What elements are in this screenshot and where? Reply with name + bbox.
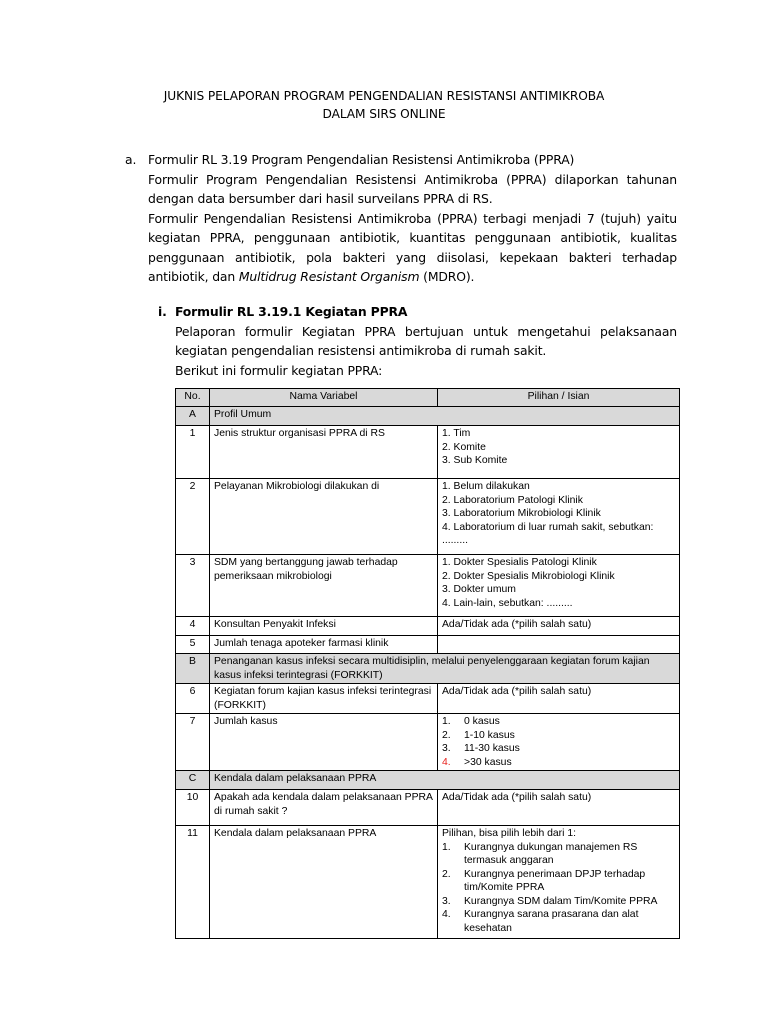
row-6-variable: Kegiatan forum kajian kasus infeksi terintegrasi (FORKKIT) — [210, 684, 438, 714]
table-row — [176, 684, 680, 714]
row-5-variable: Jumlah tenaga apoteker farmasi klinik — [210, 636, 438, 654]
option-text: 1-10 kasus — [464, 729, 515, 741]
option-text: Kurangnya dukungan manajemen RS termasuk anggaran — [464, 841, 638, 866]
option-number: 4. — [442, 909, 451, 920]
section-a-paragraph-2-end: (MDRO). — [419, 269, 475, 284]
row-7-no: 7 — [176, 714, 210, 771]
option-number: 2. — [442, 729, 451, 741]
table-row — [176, 790, 680, 826]
table-row — [176, 826, 680, 939]
table-row — [176, 426, 680, 479]
option-item: 2. Komite — [442, 441, 486, 453]
section-row-c — [176, 771, 680, 790]
option-item — [442, 895, 675, 909]
row-5-no: 5 — [176, 636, 210, 654]
row-10-no: 10 — [176, 790, 210, 826]
table-row — [176, 714, 680, 771]
option-item: 1. Belum dilakukan — [442, 481, 530, 492]
row-5-options — [438, 636, 680, 654]
option-text: Kurangnya SDM dalam Tim/Komite PPRA — [464, 895, 658, 907]
section-i-paragraph-1: Pelaporan formulir Kegiatan PPRA bertujuan untuk mengetahui pelaksanaan kegiatan pengendalian resistensi antimikroba di rumah sakit. — [175, 323, 677, 358]
section-i-paragraph-2: Berikut ini formulir kegiatan PPRA: — [175, 362, 383, 378]
option-text: 11-30 kasus — [464, 743, 520, 754]
section-i-marker: i. — [158, 304, 167, 319]
section-a-label: Profil Umum — [210, 407, 680, 426]
row-7-options — [438, 714, 680, 771]
section-b-no: B — [176, 654, 210, 684]
section-a-no: A — [176, 407, 210, 426]
row-2-no: 2 — [176, 479, 210, 555]
option-item — [442, 908, 675, 935]
row-4-no: 4 — [176, 617, 210, 636]
option-item — [442, 841, 675, 868]
section-i-heading: Formulir RL 3.19.1 Kegiatan PPRA — [175, 304, 408, 319]
option-item: 4. Laboratorium di luar rumah sakit, sebutkan: ......... — [442, 521, 654, 546]
row-4-variable: Konsultan Penyakit Infeksi — [210, 617, 438, 636]
option-text: >30 kasus — [464, 756, 512, 768]
option-text: Kurangnya sarana prasarana dan alat kesehatan — [464, 909, 639, 934]
option-item: 1. Dokter Spesialis Patologi Klinik — [442, 557, 597, 568]
table-header-row — [176, 389, 680, 407]
option-item — [442, 868, 675, 895]
section-a-paragraph-2-text: Formulir Pengendalian Resistensi Antimikroba (PPRA) terbagi menjadi 7 (tujuh) yaitu kegiatan PPRA, penggunaan antibiotik, kuantitas penggunaan antibiotik, kualitas penggunaan antibiotik, pola bakteri yang diisolasi, kepekaan bakteri terhadap antibiotik, dan — [148, 210, 677, 284]
table-row — [176, 479, 680, 555]
section-row-b — [176, 654, 680, 684]
option-text: 0 kasus — [464, 716, 500, 727]
row-1-no: 1 — [176, 426, 210, 479]
table-row — [176, 617, 680, 636]
option-number: 2. — [442, 868, 451, 880]
row-6-options: Ada/Tidak ada (*pilih salah satu) — [438, 684, 680, 714]
row-11-variable: Kendala dalam pelaksanaan PPRA — [210, 826, 438, 939]
row-3-no: 3 — [176, 555, 210, 617]
option-item: 3. Laboratorium Mikrobiologi Klinik — [442, 508, 601, 519]
option-item — [442, 715, 675, 729]
row-1-options — [438, 426, 680, 479]
row-2-options — [438, 479, 680, 555]
section-a-content — [148, 150, 677, 287]
row-10-variable: Apakah ada kendala dalam pelaksanaan PPRA di rumah sakit ? — [210, 790, 438, 826]
option-number: 3. — [442, 895, 451, 907]
option-item: 1. Tim — [442, 428, 471, 439]
document-title-line-1: JUKNIS PELAPORAN PROGRAM PENGENDALIAN RESISTANSI ANTIMIKROBA — [163, 89, 605, 103]
section-i-content — [175, 302, 677, 380]
row-11-no: 11 — [176, 826, 210, 939]
option-number: 3. — [442, 743, 451, 754]
row-6-no: 6 — [176, 684, 210, 714]
option-item: 3. Dokter umum — [442, 584, 516, 595]
row-7-variable: Jumlah kasus — [210, 714, 438, 771]
row-11-options — [438, 826, 680, 939]
table-row — [176, 555, 680, 617]
section-a-paragraph-2 — [148, 209, 677, 287]
option-item: 4. Lain-lain, sebutkan: ......... — [442, 597, 573, 609]
header-options: Pilihan / Isian — [438, 389, 680, 407]
row-3-variable: SDM yang bertanggung jawab terhadap pemeriksaan mikrobiologi — [210, 555, 438, 617]
option-number-highlighted: 4. — [442, 756, 451, 768]
row-10-options: Ada/Tidak ada (*pilih salah satu) — [438, 790, 680, 826]
option-item — [442, 729, 675, 743]
section-a-paragraph-1: Formulir Program Pengendalian Resistensi Antimikroba (PPRA) dilaporkan tahunan dengan data bersumber dari hasil surveilans PPRA di RS. — [148, 171, 677, 206]
row-1-variable: Jenis struktur organisasi PPRA di RS — [210, 426, 438, 479]
section-c-label: Kendala dalam pelaksanaan PPRA — [210, 771, 680, 790]
section-b-label: Penanganan kasus infeksi secara multidisiplin, melalui penyelenggaraan kegiatan forum kajian kasus infeksi terintegrasi (FORKKIT) — [210, 654, 680, 684]
header-no: No. — [176, 389, 210, 407]
option-item: 2. Dokter Spesialis Mikrobiologi Klinik — [442, 570, 615, 582]
option-item: 3. Sub Komite — [442, 455, 508, 466]
section-a-heading: Formulir RL 3.19 Program Pengendalian Resistensi Antimikroba (PPRA) — [148, 152, 575, 167]
mdro-term: Multidrug Resistant Organism — [238, 269, 420, 284]
options-intro: Pilihan, bisa pilih lebih dari 1: — [442, 828, 577, 839]
section-a-marker: a. — [125, 152, 137, 167]
table-row — [176, 636, 680, 654]
option-number: 1. — [442, 716, 451, 727]
row-2-variable: Pelayanan Mikrobiologi dilakukan di — [210, 479, 438, 555]
section-row-a — [176, 407, 680, 426]
header-variable-name: Nama Variabel — [210, 389, 438, 407]
row-3-options — [438, 555, 680, 617]
document-title-line-2: DALAM SIRS ONLINE — [322, 107, 446, 121]
option-text: Kurangnya penerimaan DPJP terhadap tim/Komite PPRA — [464, 868, 646, 893]
section-c-no: C — [176, 771, 210, 790]
option-item — [442, 742, 675, 756]
row-4-options: Ada/Tidak ada (*pilih salah satu) — [438, 617, 680, 636]
option-item: 2. Laboratorium Patologi Klinik — [442, 494, 583, 506]
option-number: 1. — [442, 841, 451, 853]
ppra-form-table — [175, 388, 680, 939]
option-item — [442, 756, 675, 770]
